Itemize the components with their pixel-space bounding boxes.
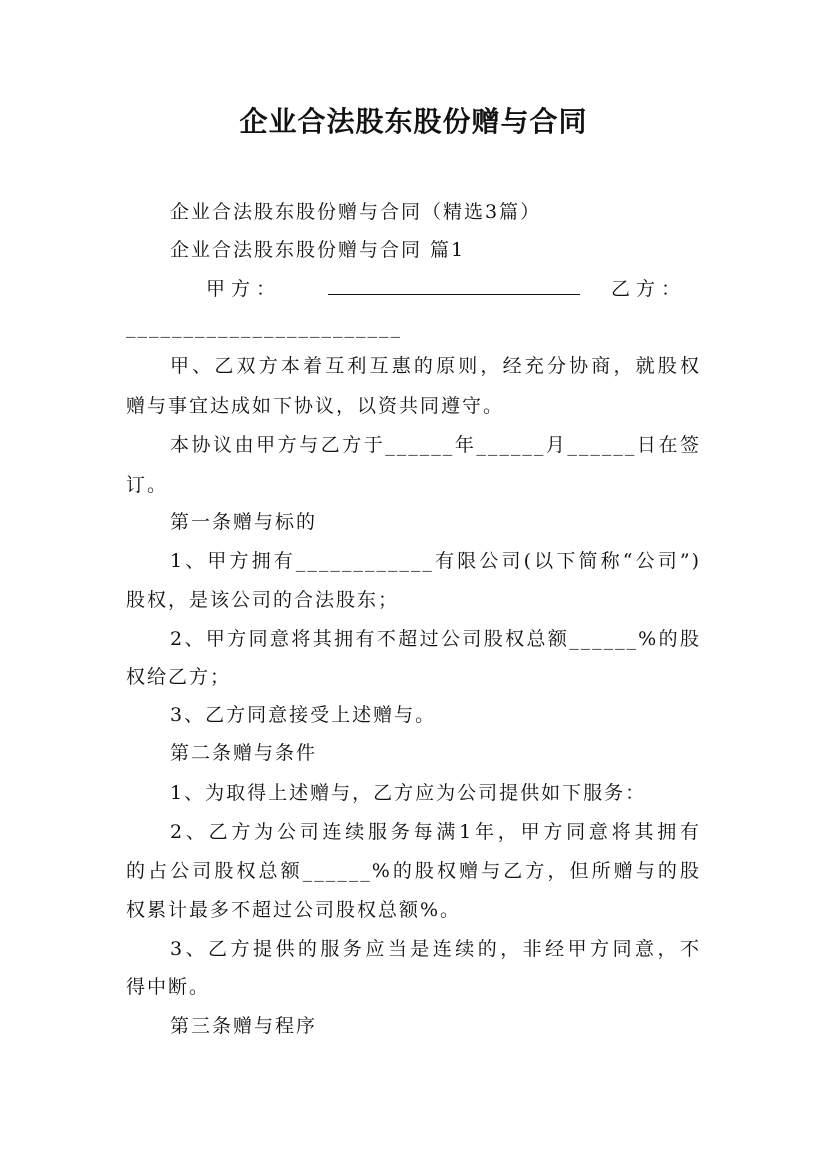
article-heading: 第三条赠与程序: [170, 1015, 318, 1037]
article-heading: 第一条赠与标的: [170, 511, 318, 533]
paragraph-line: 甲、乙双方本着互利互惠的原则，经充分协商，就股权: [170, 355, 701, 377]
paragraph-line: 3、乙方同意接受上述赠与。: [170, 704, 437, 726]
article-heading: 第二条赠与条件: [170, 742, 318, 764]
party-b-label: 乙 方 ：: [611, 278, 681, 300]
paragraph-line: 1、为取得上述赠与，乙方应为公司提供如下服务：: [170, 782, 647, 804]
document-title: 企业合法股东股份赠与合同: [239, 105, 588, 138]
paragraph-line: 赠与事宜达成如下协议，以资共同遵守。: [126, 395, 505, 417]
subtitle: 企业合法股东股份赠与合同（精选3篇）: [170, 201, 542, 223]
paragraph-line: 本协议由甲方与乙方于______年______月______日在签: [170, 434, 701, 456]
paragraph-line: 权给乙方；: [126, 666, 232, 688]
paragraph-line: 1、甲方拥有____________有限公司(以下简称“公司”): [170, 550, 701, 572]
paragraph-line: 股权，是该公司的合法股东；: [126, 589, 400, 611]
party-row: [126, 274, 701, 304]
section-heading: 企业合法股东股份赠与合同 篇1: [170, 239, 466, 261]
paragraph-line: 2、甲方同意将其拥有不超过公司股权总额______%的股: [170, 628, 701, 650]
party-a-label: 甲 方 ：: [206, 278, 276, 300]
party-b-blank: ________________________: [126, 316, 402, 338]
paragraph-line: 得中断。: [126, 976, 211, 998]
paragraph-line: 权累计最多不超过公司股权总额%。: [126, 899, 462, 921]
paragraph-line: 订。: [126, 474, 169, 496]
paragraph-line: 3、乙方提供的服务应当是连续的，非经甲方同意，不: [170, 938, 701, 960]
party-a-blank: [328, 276, 580, 295]
paragraph-line: 2、乙方为公司连续服务每满1年，甲方同意将其拥有: [170, 821, 701, 843]
paragraph-line: 的占公司股权总额______%的股权赠与乙方，但所赠与的股: [126, 860, 701, 882]
